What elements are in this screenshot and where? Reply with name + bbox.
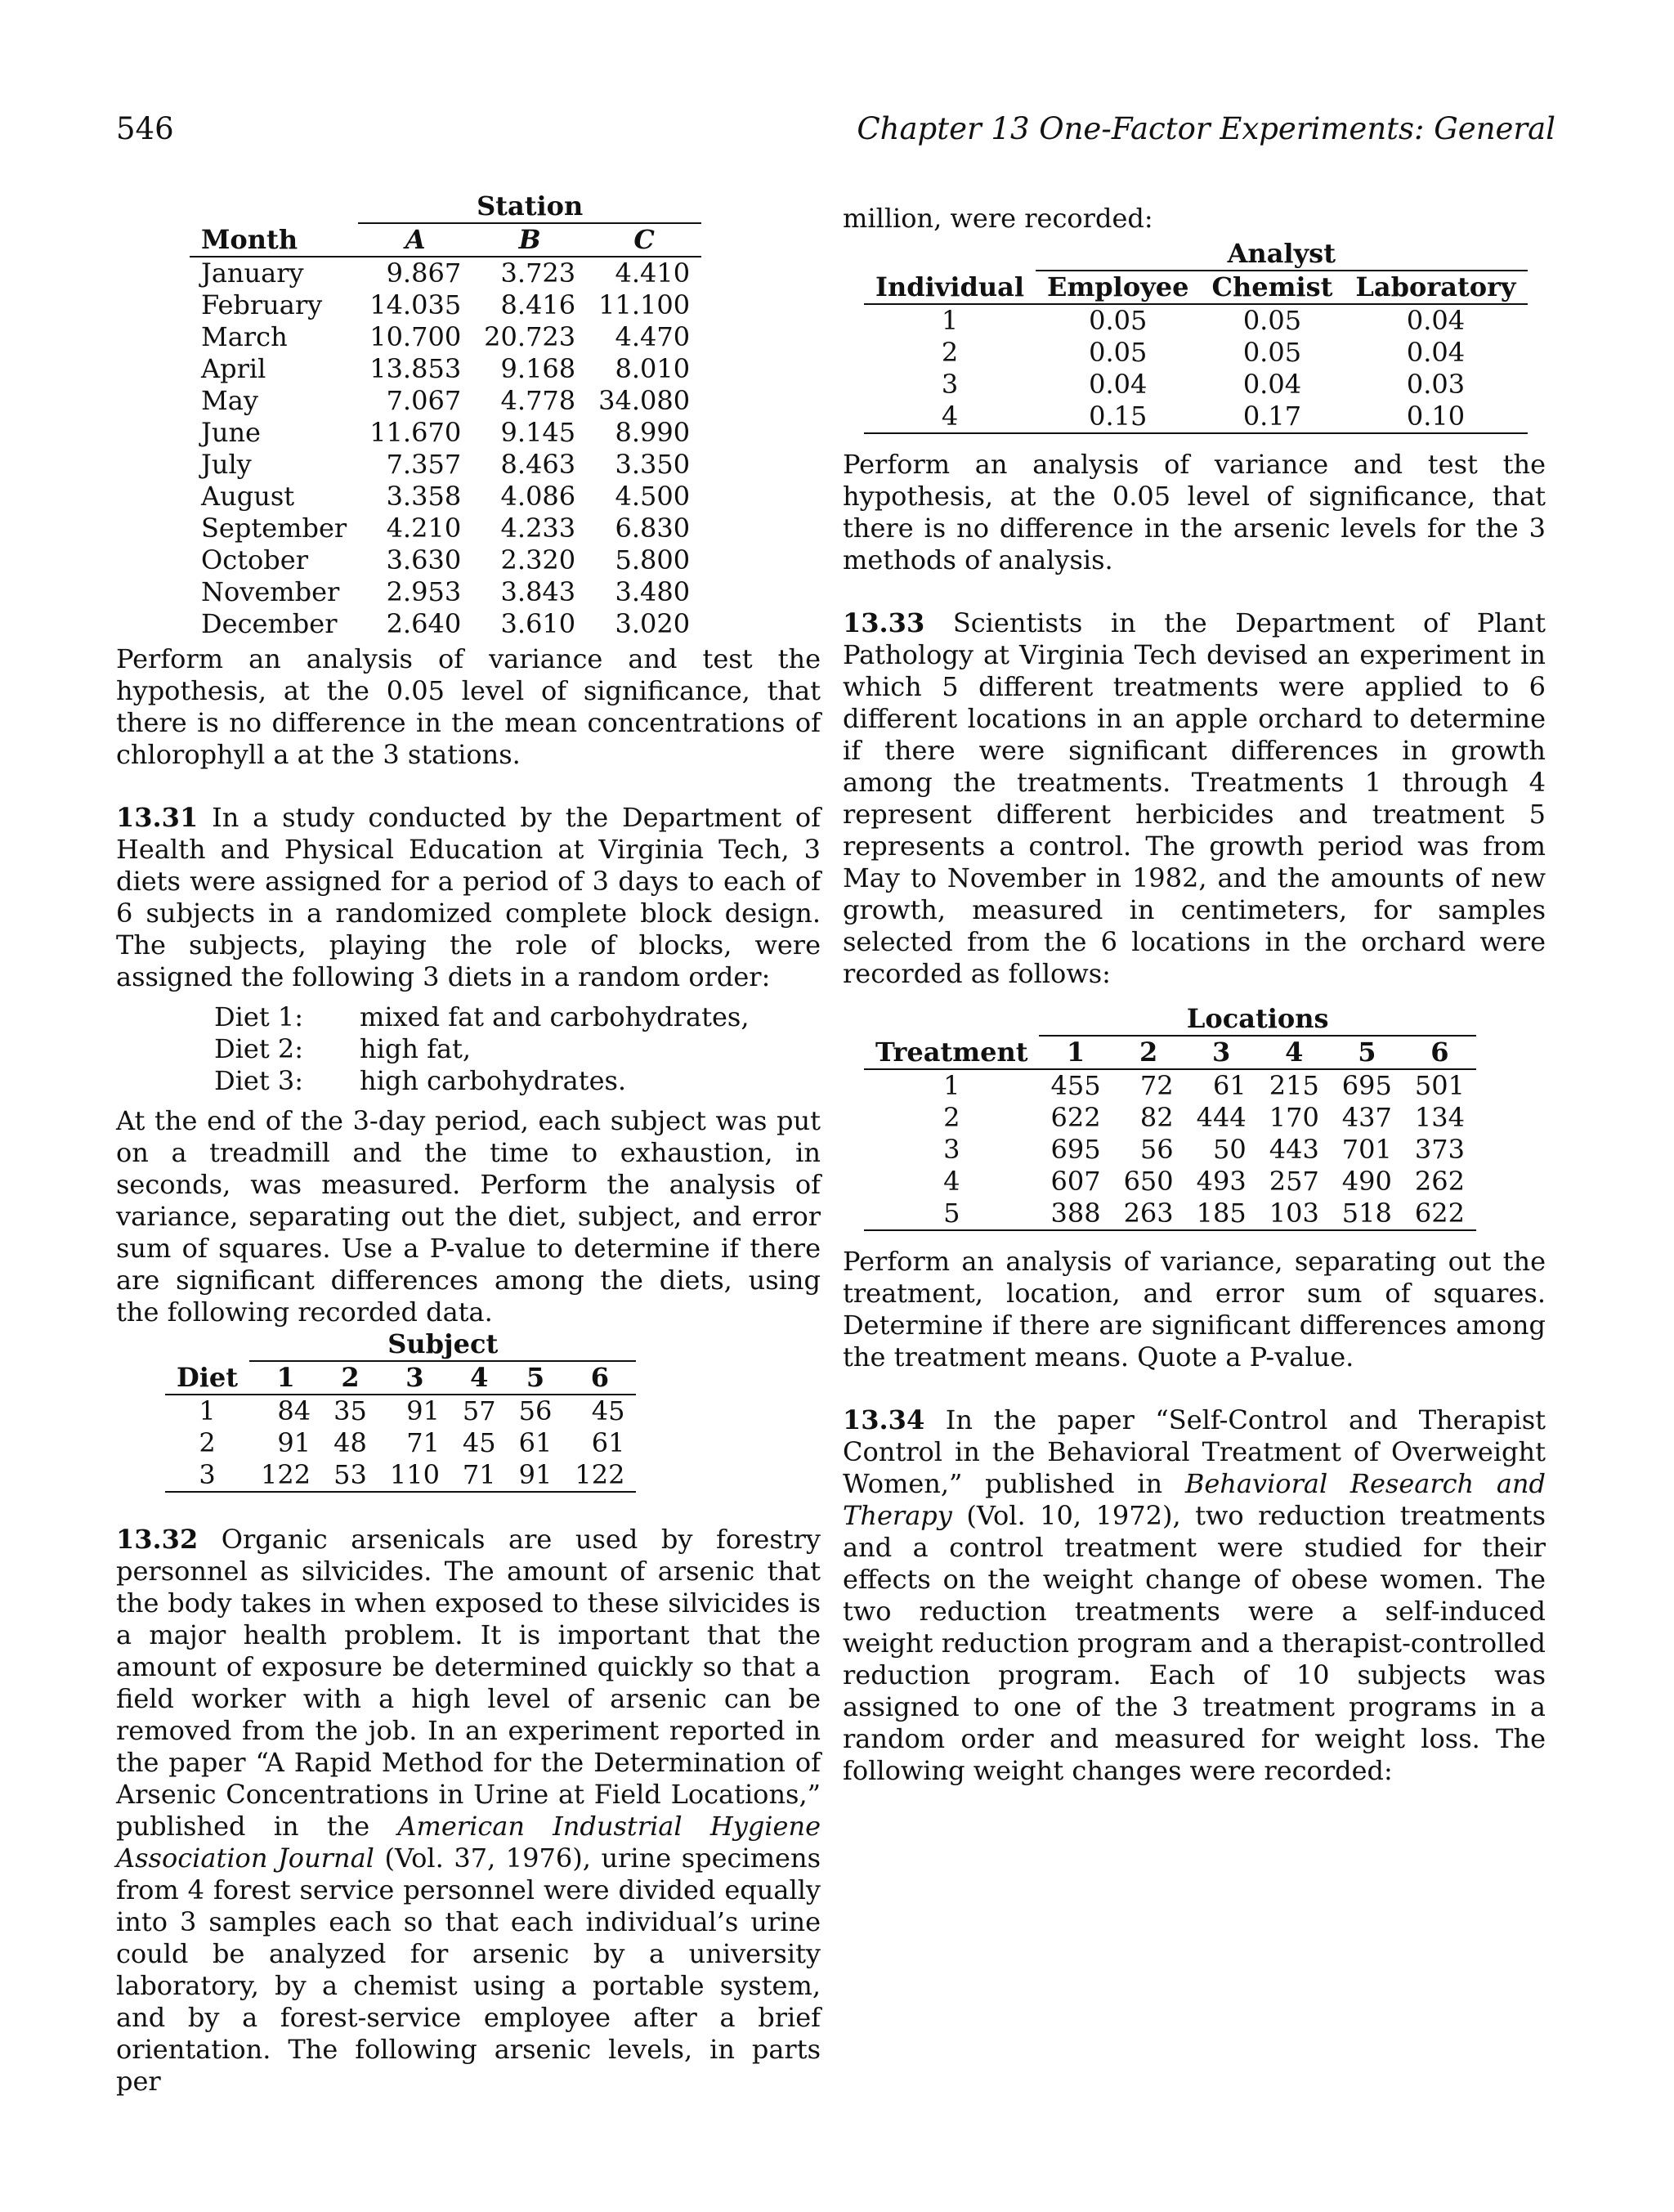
value-cell: 0.04 [1242, 369, 1302, 400]
value-cell: 455 [1050, 1070, 1101, 1101]
col-header: 1 [249, 1361, 322, 1395]
exercise-text: Scientists in the Department of Plant Pathology at Virginia Tech devised an experiment in which 5 different treatments were applied to 6 different locations in an apple orchard to determine if there were significant differences in growth among the treatments. Treatments 1 through 4 represent different herbicides and treatment 5 represents a control. The growth period was from May to November in 1982, and the amounts of new growth, measured in centimeters, for samples selected from the 6 locations in the orchard were recorded as follows: [843, 607, 1546, 989]
table-row [165, 1427, 636, 1459]
chlorophyll-question: Perform an analysis of variance and test the hypothesis, at the 0.05 level of significance, that there is no difference in the mean concentrations of chlorophyll a at the 3 stations. [116, 643, 821, 770]
table-row [864, 1166, 1476, 1198]
col-header: 2 [1112, 1036, 1185, 1069]
value-cell: 8.463 [500, 449, 576, 480]
value-cell: 0.04 [1406, 337, 1466, 368]
value-cell: 4.778 [500, 385, 576, 416]
value-cell: 45 [591, 1395, 625, 1426]
table-row [190, 481, 701, 513]
value-cell: 3.020 [615, 608, 691, 639]
value-cell: 373 [1414, 1134, 1465, 1165]
value-cell: 3.480 [615, 576, 691, 607]
value-cell: 0.15 [1036, 401, 1200, 433]
value-cell: 50 [1213, 1134, 1247, 1165]
value-cell: 48 [333, 1427, 367, 1458]
row-label-cell: 5 [864, 1198, 1039, 1230]
value-cell: 701 [1341, 1134, 1392, 1165]
col-header: 2 [322, 1361, 378, 1395]
value-cell: 170 [1269, 1102, 1319, 1133]
exercise-text-cont: (Vol. 10, 1972), two reduction treatments and a control treatment were studied for their effects on the weight change of obese women. The two reduction treatments were a self-induced weight reduction program and a therapist-controlled reduction program. Each of 10 subjects was assigned to one of the 3 treatment programs in a random order and measured for weight loss. The following weight changes were recorded: [843, 1500, 1546, 1786]
growth-table [864, 1003, 1476, 1231]
value-cell: 56 [518, 1395, 553, 1426]
value-cell: 8.416 [500, 289, 576, 320]
diet-item [214, 1065, 821, 1097]
value-cell: 20.723 [484, 321, 576, 352]
col-header: 3 [378, 1361, 451, 1395]
table-group-header: Subject [249, 1328, 636, 1361]
value-cell: 501 [1414, 1070, 1465, 1101]
diet-desc: mixed fat and carbohydrates, [360, 1001, 750, 1032]
value-cell: 10.700 [369, 321, 462, 352]
value-cell: 518 [1331, 1198, 1403, 1230]
chlorophyll-table [190, 190, 701, 640]
arsenic-table [864, 238, 1528, 434]
value-cell: 4.410 [615, 257, 691, 289]
table-row [190, 385, 701, 417]
page-number: 546 [116, 111, 174, 146]
col-header: A [358, 223, 472, 257]
value-cell: 56 [1139, 1134, 1174, 1165]
row-label-cell: 1 [943, 1070, 960, 1101]
exercise-13-31 [116, 802, 821, 993]
month-cell: October [201, 544, 308, 575]
value-cell: 7.067 [386, 385, 462, 416]
value-cell: 443 [1269, 1134, 1319, 1165]
value-cell: 57 [462, 1395, 496, 1426]
col-header: Employee [1036, 271, 1200, 304]
col-header: C [587, 223, 701, 257]
growth-question: Perform an analysis of variance, separating out the treatment, location, and error sum of squares. Determine if there are significant differences among the treatment means. Quote a P-value. [843, 1246, 1546, 1372]
table-group-header: Analyst [1036, 238, 1527, 271]
exercise-number: 13.33 [843, 607, 925, 638]
table-row [190, 417, 701, 449]
running-head: Chapter 13 One-Factor Experiments: General [857, 111, 1555, 146]
value-cell: 607 [1050, 1166, 1101, 1197]
col-header: B [472, 223, 587, 257]
value-cell: 110 [378, 1459, 451, 1492]
value-cell: 493 [1196, 1166, 1247, 1197]
diet-label: Diet 2: [214, 1033, 303, 1064]
value-cell: 4.500 [615, 481, 691, 512]
value-cell: 35 [333, 1395, 367, 1426]
row-label-cell: 3 [165, 1459, 249, 1492]
value-cell: 4.233 [500, 513, 576, 544]
exercise-number: 13.34 [843, 1404, 925, 1435]
row-label-cell: 3 [941, 369, 959, 400]
table-row [864, 369, 1528, 401]
exercise-number: 13.32 [116, 1524, 199, 1555]
value-cell: 71 [451, 1459, 508, 1492]
exercise-text-cont: (Vol. 37, 1976), urine specimens from 4 forest service personnel were divided equally into 3 samples each so that each individual’s urine could be analyzed for arsenic by a university laboratory, by a chemist using a portable system, and by a forest-service employee after a brief orientation. The following arsenic levels, in parts per [116, 1843, 821, 2097]
left-column [116, 190, 821, 2098]
exercise-13-34 [843, 1404, 1546, 1787]
value-cell: 0.04 [1089, 369, 1148, 400]
value-cell: 91 [277, 1427, 311, 1458]
value-cell: 61 [518, 1427, 553, 1458]
value-cell: 4.470 [615, 321, 691, 352]
exercise-body: At the end of the 3-day period, each subject was put on a treadmill and the time to exhaustion, in seconds, was measured. Perform the analysis of variance, separating out the diet, subject, and error sum of squares. Use a P-value to determine if there are significant differences among the diets, using the following recorded data. [116, 1105, 821, 1328]
col-header: 4 [451, 1361, 508, 1395]
exercise-13-32 [116, 1524, 821, 2098]
value-cell: 71 [406, 1427, 440, 1458]
value-cell: 11.670 [369, 417, 462, 448]
diet-list [214, 1001, 821, 1097]
exercise-text: In the paper “Self-Control and Therapist Control in the Behavioral Treatment of Overweight Women,” published in [843, 1404, 1546, 1499]
value-cell: 622 [1403, 1198, 1476, 1230]
value-cell: 134 [1414, 1102, 1465, 1133]
row-label-cell: 3 [943, 1134, 960, 1165]
value-cell: 0.05 [1242, 337, 1302, 368]
value-cell: 0.04 [1406, 305, 1466, 336]
value-cell: 215 [1269, 1070, 1319, 1101]
table-group-header: Station [358, 190, 701, 223]
table-row [864, 1134, 1476, 1166]
value-cell: 8.010 [615, 353, 691, 384]
value-cell: 388 [1039, 1198, 1112, 1230]
value-cell: 91 [406, 1395, 440, 1426]
value-cell: 2.320 [500, 544, 576, 575]
value-cell: 0.05 [1242, 305, 1302, 336]
value-cell: 3.723 [500, 257, 576, 289]
exercise-13-33 [843, 607, 1546, 990]
table-row-header: Diet [165, 1361, 249, 1395]
value-cell: 8.990 [615, 417, 691, 448]
table-row [864, 1198, 1476, 1230]
value-cell: 185 [1185, 1198, 1258, 1230]
table-row [190, 257, 701, 289]
continuation-text: million, were recorded: [843, 203, 1153, 234]
table-row [864, 401, 1528, 433]
value-cell: 4.086 [500, 481, 576, 512]
value-cell: 9.168 [500, 353, 576, 384]
value-cell: 2.640 [386, 608, 462, 639]
value-cell: 622 [1050, 1102, 1101, 1133]
row-label-cell: 4 [943, 1166, 960, 1197]
value-cell: 695 [1050, 1134, 1101, 1165]
value-cell: 84 [277, 1395, 311, 1426]
value-cell: 9.867 [386, 257, 462, 289]
row-label-cell: 2 [199, 1427, 216, 1458]
value-cell: 6.830 [615, 513, 691, 544]
table-row [190, 353, 701, 385]
col-header: 6 [1403, 1036, 1476, 1069]
table-row [190, 576, 701, 608]
value-cell: 3.630 [386, 544, 462, 575]
exercise-number: 13.31 [116, 802, 199, 833]
value-cell: 122 [563, 1459, 636, 1492]
row-label-cell: 4 [864, 401, 1036, 433]
month-cell: August [201, 481, 295, 512]
value-cell: 5.800 [615, 544, 691, 575]
value-cell: 91 [508, 1459, 564, 1492]
value-cell: 695 [1341, 1070, 1392, 1101]
value-cell: 490 [1341, 1166, 1392, 1197]
row-label-cell: 2 [943, 1102, 960, 1133]
col-header: 5 [508, 1361, 564, 1395]
value-cell: 122 [249, 1459, 322, 1492]
table-row-header: Month [190, 223, 358, 257]
value-cell: 7.357 [386, 449, 462, 480]
month-cell: December [201, 608, 338, 639]
col-header: 4 [1258, 1036, 1331, 1069]
journal-title: Behavioral Research and Therapy [843, 1468, 1546, 1531]
value-cell: 0.17 [1200, 401, 1344, 433]
value-cell: 4.210 [386, 513, 462, 544]
exercise-intro: In a study conducted by the Department of Health and Physical Education at Virginia Tech, 3 diets were assigned for a period of 3 days to each of 6 subjects in a randomized complete block design. The subjects, playing the role of blocks, were assigned the following 3 diets in a random order: [116, 802, 821, 992]
value-cell: 9.145 [500, 417, 576, 448]
value-cell: 3.358 [386, 481, 462, 512]
table-row [190, 321, 701, 353]
value-cell: 262 [1414, 1166, 1465, 1197]
value-cell: 263 [1112, 1198, 1185, 1230]
value-cell: 437 [1341, 1102, 1392, 1133]
month-cell: January [201, 257, 304, 289]
row-label-cell: 1 [199, 1395, 216, 1426]
diet-item [214, 1001, 821, 1033]
value-cell: 257 [1269, 1166, 1319, 1197]
arsenic-question: Perform an analysis of variance and test the hypothesis, at the 0.05 level of significance, that there is no difference in the arsenic levels for the 3 methods of analysis. [843, 449, 1546, 575]
month-cell: May [201, 385, 258, 416]
month-cell: November [201, 576, 340, 607]
value-cell: 650 [1123, 1166, 1174, 1197]
diet-desc: high carbohydrates. [360, 1065, 627, 1096]
value-cell: 0.05 [1089, 305, 1148, 336]
table-row [864, 1069, 1476, 1102]
table-row-header: Individual [864, 271, 1036, 304]
value-cell: 53 [322, 1459, 378, 1492]
col-header: 5 [1331, 1036, 1403, 1069]
table-row [190, 449, 701, 481]
table-row [165, 1459, 636, 1492]
month-cell: July [201, 449, 252, 480]
table-row [190, 608, 701, 640]
table-row [190, 513, 701, 544]
diet-label: Diet 1: [214, 1001, 303, 1032]
value-cell: 2.953 [386, 576, 462, 607]
col-header: Chemist [1200, 271, 1344, 304]
journal-title: American Industrial Hygiene Association Journal [116, 1811, 821, 1874]
diet-item [214, 1033, 821, 1065]
row-label-cell: 2 [941, 337, 959, 368]
value-cell: 3.610 [500, 608, 576, 639]
value-cell: 0.10 [1344, 401, 1527, 433]
value-cell: 11.100 [598, 289, 691, 320]
value-cell: 82 [1139, 1102, 1174, 1133]
diet-table [165, 1328, 636, 1493]
value-cell: 14.035 [369, 289, 462, 320]
right-column [843, 203, 1546, 1787]
month-cell: June [201, 417, 261, 448]
col-header: 3 [1185, 1036, 1258, 1069]
value-cell: 0.03 [1406, 369, 1466, 400]
table-row [190, 289, 701, 321]
col-header: Laboratory [1344, 271, 1527, 304]
row-label-cell: 1 [941, 305, 959, 336]
value-cell: 0.05 [1089, 337, 1148, 368]
table-row-header: Treatment [864, 1036, 1039, 1069]
value-cell: 103 [1258, 1198, 1331, 1230]
table-row [190, 544, 701, 576]
value-cell: 61 [1213, 1070, 1247, 1101]
diet-label: Diet 3: [214, 1065, 303, 1096]
value-cell: 13.853 [369, 353, 462, 384]
table-row [864, 304, 1528, 337]
value-cell: 3.350 [615, 449, 691, 480]
table-group-header: Locations [1039, 1003, 1475, 1036]
month-cell: September [201, 513, 347, 544]
month-cell: February [201, 289, 323, 320]
month-cell: March [201, 321, 288, 352]
col-header: 6 [563, 1361, 636, 1395]
value-cell: 444 [1196, 1102, 1247, 1133]
value-cell: 45 [462, 1427, 496, 1458]
value-cell: 61 [591, 1427, 625, 1458]
diet-desc: high fat, [360, 1033, 472, 1064]
value-cell: 3.843 [500, 576, 576, 607]
month-cell: April [201, 353, 266, 384]
col-header: 1 [1039, 1036, 1112, 1069]
table-row [165, 1395, 636, 1427]
table-row [864, 1102, 1476, 1134]
exercise-text: Organic arsenicals are used by forestry personnel as silvicides. The amount of arsenic that the body takes in when exposed to these silvicides is a major health problem. It is important that the amount of exposure be determined quickly so that a field worker with a high level of arsenic can be removed from the job. In an experiment reported in the paper “A Rapid Method for the Determination of Arsenic Concentrations in Urine at Field Locations,” published in the [116, 1524, 821, 1842]
value-cell: 34.080 [598, 385, 691, 416]
table-row [864, 337, 1528, 369]
value-cell: 72 [1139, 1070, 1174, 1101]
